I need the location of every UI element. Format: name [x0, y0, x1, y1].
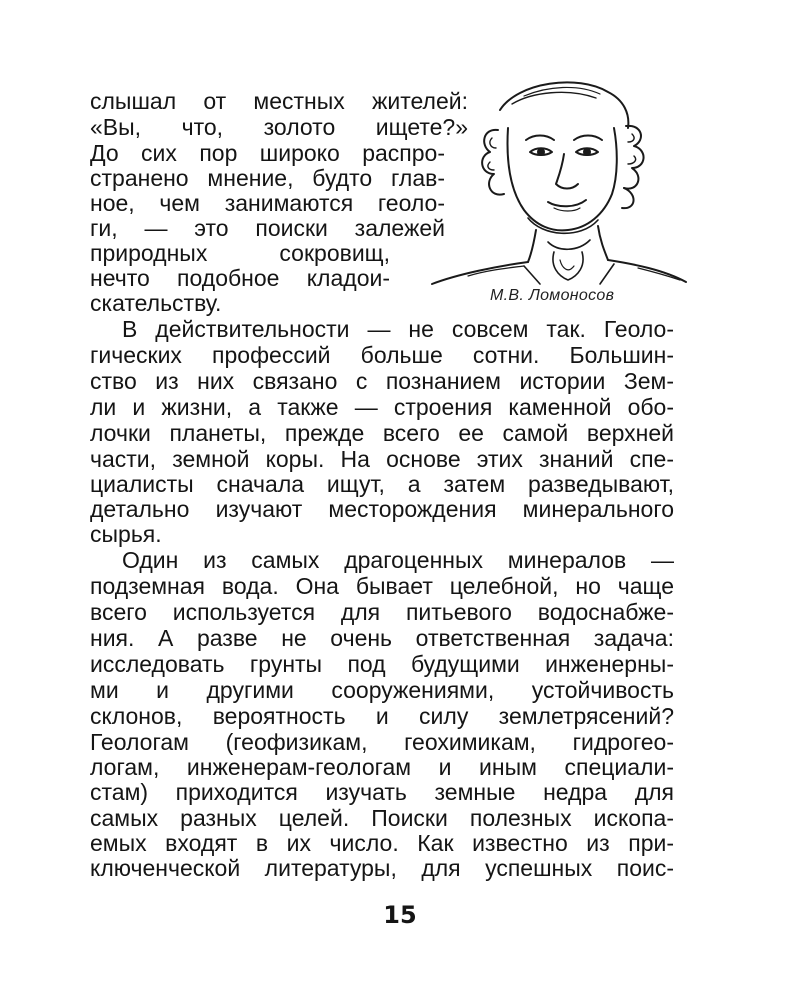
text-line: самых разных целей. Поиски полезных ископа-: [90, 805, 674, 831]
text-line: нечто подобное кладои-: [90, 265, 390, 291]
text-line: ное, чем занимаются геоло-: [90, 190, 445, 216]
text-line: циалисты сначала ищут, а затем разведывают,: [90, 471, 674, 497]
text-line: ми и другими сооружениями, устойчивость: [90, 677, 674, 703]
text-line: ключенческой литературы, для успешных поис-: [90, 855, 674, 881]
text-line: исследовать грунты под будущими инженерны-: [90, 651, 674, 677]
text-line: природных сокровищ,: [90, 240, 390, 266]
text-line: ги, — это поиски залежей: [90, 215, 445, 241]
text-line: В действительности — не совсем так. Геоло-: [122, 316, 674, 342]
text-line: склонов, вероятность и силу землетрясений?: [90, 703, 674, 729]
text-line: гических профессий больше сотни. Большин-: [90, 342, 674, 368]
text-line: скательству.: [90, 290, 222, 316]
text-line: стам) приходится изучать земные недра для: [90, 779, 674, 805]
text-line: подземная вода. Она бывает целебной, но чаще: [90, 573, 674, 599]
text-line: До сих пор широко распро-: [90, 140, 445, 166]
text-line: ство из них связано с познанием истории Зем-: [90, 368, 674, 394]
text-line: «Вы, что, золото ищете?»: [90, 114, 468, 140]
text-line: ли и жизни, а также — строения каменной обо-: [90, 394, 674, 420]
text-line: емых входят в их число. Как известно из при-: [90, 830, 674, 856]
text-line: всего используется для питьевого водоснабже-: [90, 599, 674, 625]
text-line: сырья.: [90, 521, 162, 547]
text-line: странено мнение, будто глав-: [90, 165, 445, 191]
text-line: слышал от местных жителей:: [90, 88, 468, 114]
text-line: Один из самых драгоценных минералов —: [122, 547, 674, 573]
page-number: 15: [383, 901, 417, 929]
text-line: ния. А разве не очень ответственная задача:: [90, 625, 674, 651]
text-line: логам, инженерам-геологам и иным специали-: [90, 754, 674, 780]
text-line: лочки планеты, прежде всего ее самой верхней: [90, 420, 674, 446]
text-line: части, земной коры. На основе этих знаний спе-: [90, 446, 674, 472]
portrait-caption: М.В. Ломоносов: [490, 287, 615, 304]
text-line: Геологам (геофизикам, геохимикам, гидрогео-: [90, 729, 674, 755]
text-line: детально изучают месторождения минерального: [90, 496, 674, 522]
